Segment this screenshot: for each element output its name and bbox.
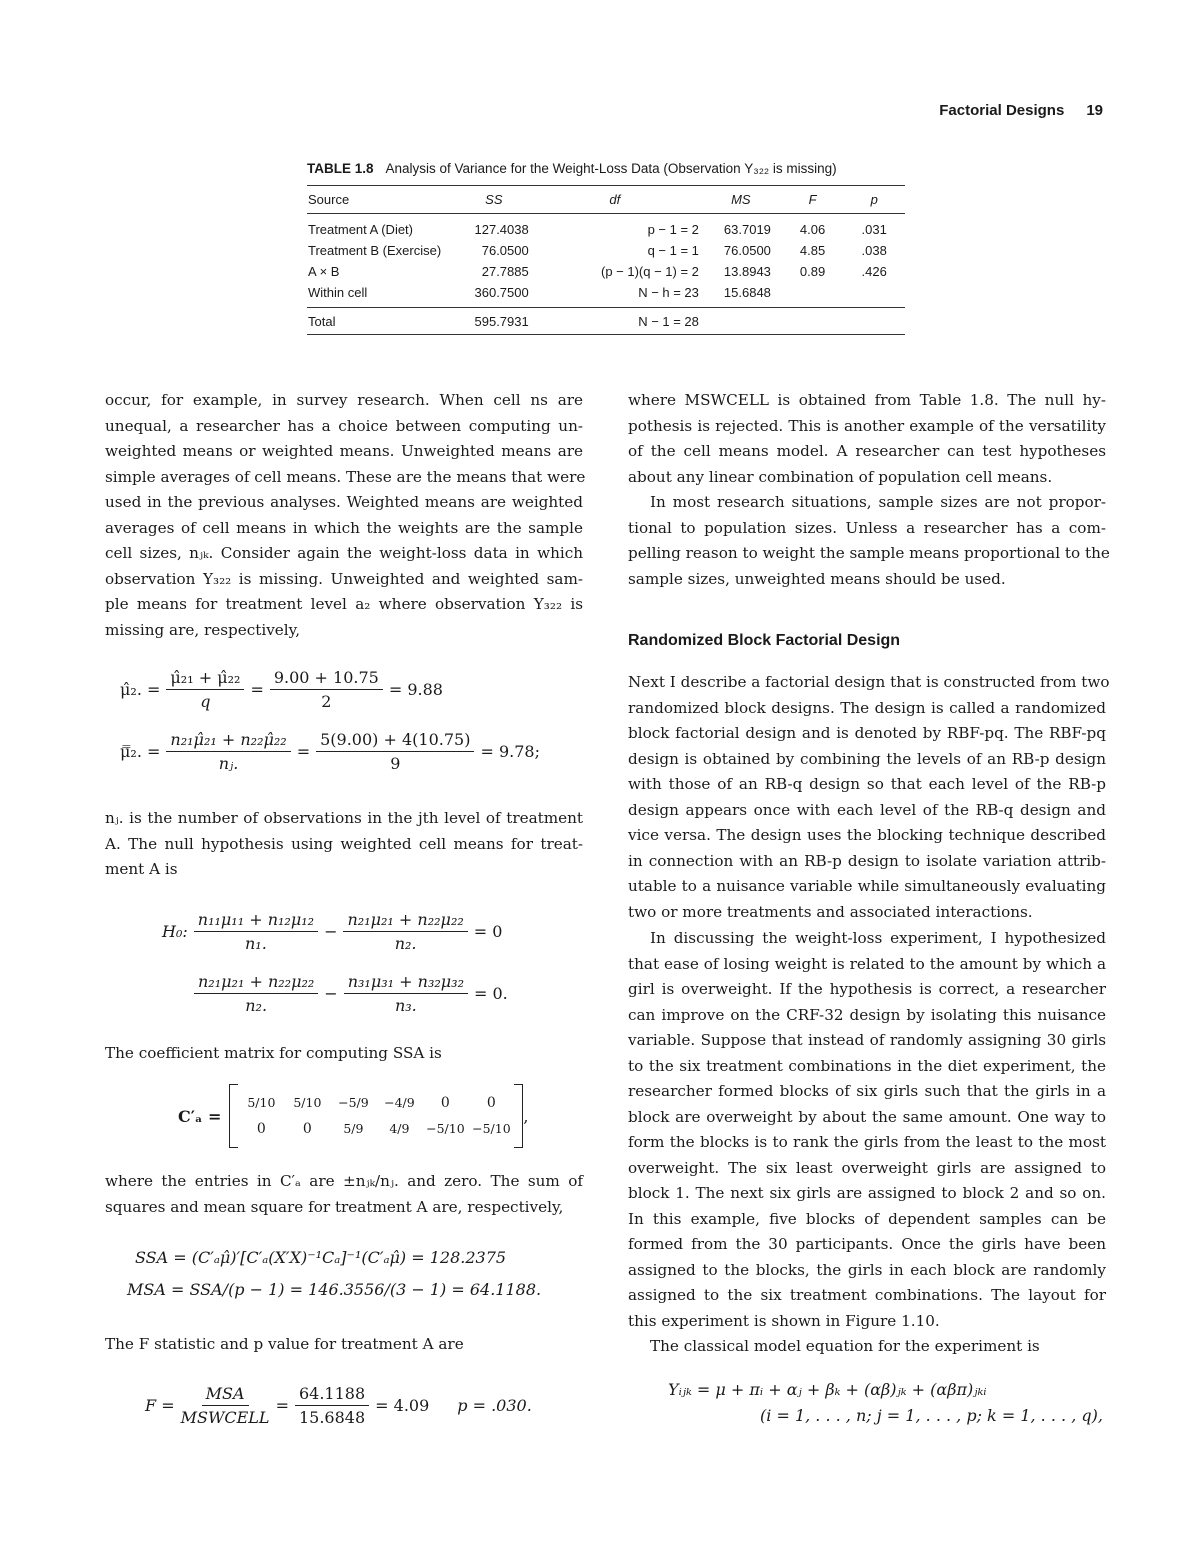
left-para-1 <box>105 388 586 643</box>
text-line: to the six treatment combinations in the diet experiment, the <box>628 1056 1106 1075</box>
eq-numerator: MSA <box>202 1384 249 1406</box>
table-total-row <box>307 308 905 335</box>
text-line: ment A is <box>105 860 178 878</box>
column-header: F <box>808 192 817 207</box>
text-line: The coefficient matrix for computing SSA is <box>105 1044 442 1062</box>
text-line: overweight. The six least overweight girls are assigned to <box>628 1158 1106 1177</box>
column-header: p <box>870 192 878 207</box>
eq-denominator: n₃. <box>394 996 417 1015</box>
eq-denominator: MSWCELL <box>180 1408 270 1427</box>
table-cell: N − h = 23 <box>638 285 699 300</box>
table-row <box>307 214 905 241</box>
left-para-4 <box>105 1169 583 1220</box>
eq-numerator: n₂₁μ₂₁ + n₂₂μ₂₂ <box>194 972 318 994</box>
table-cell: .426 <box>861 264 887 279</box>
text-line: observation Y₃₂₂ is missing. Unweighted and weighted sam- <box>105 569 583 588</box>
table-cell: N − 1 = 28 <box>638 313 699 329</box>
model-equation: Yᵢⱼₖ = μ + πᵢ + αⱼ + βₖ + (αβ)ⱼₖ + (αβπ)ⱼₖᵢ <box>668 1380 987 1399</box>
text-line: randomized block designs. The design is called a randomized <box>628 698 1106 717</box>
matrix-grid <box>238 1095 514 1137</box>
matrix-entry: 0 <box>256 1121 266 1137</box>
text-line: utable to a nuisance variable while simultaneously evaluating <box>628 877 1106 895</box>
text-line: that ease of losing weight is related to the amount by which a <box>628 954 1106 973</box>
table-cell: 4.85 <box>799 243 826 258</box>
table-cell: 15.6848 <box>723 285 771 300</box>
table-caption <box>307 161 837 176</box>
text-line: design is obtained by combining the levels of an RB-p design <box>628 749 1106 768</box>
text-line: about any linear combination of population cell means. <box>628 467 1053 486</box>
table-cell: 360.7500 <box>474 285 529 300</box>
right-bracket <box>514 1084 523 1148</box>
table-cell: Within cell <box>308 285 368 300</box>
table-cell: Treatment A (Diet) <box>308 222 413 237</box>
text-line: The F statistic and p value for treatment A are <box>105 1335 464 1353</box>
table-label: TABLE 1.8 <box>307 161 374 176</box>
eq-numerator: 5(9.00) + 4(10.75) <box>316 730 474 752</box>
text-line: design appears once with each level of the RB-q design and <box>628 800 1106 819</box>
table-caption-text: Analysis of Variance for the Weight-Loss Data (Observation Y₃₂₂ is missing) <box>385 161 837 176</box>
right-para-2 <box>628 490 1110 592</box>
equation-null-hypothesis-2: $\frac{\text{n₂₁μ₂₁ + n₂₂μ₂₂}}{\text{n₂.}}$ − $\frac{\text{n₃₁μ₃₁ + n₃₂μ₃₂}}{\text{n₃.}}$ = 0. <box>188 972 508 1015</box>
model-equation-indices: (i = 1, . . . , n; j = 1, . . . , p; k = 1, . . . , q), <box>760 1406 1103 1425</box>
table-row <box>307 282 905 308</box>
text-line: In most research situations, sample sizes are not propor- <box>650 493 1106 511</box>
text-line: pothesis is rejected. This is another example of the versatility <box>628 416 1106 435</box>
table-cell: 127.4038 <box>474 222 529 237</box>
text-line: ple means for treatment level a₂ where observation Y₃₂₂ is <box>105 595 583 613</box>
table-cell: 76.0500 <box>723 243 771 258</box>
eq-result: = 4.09 <box>375 1396 430 1415</box>
column-header: MS <box>731 192 751 207</box>
eq-denominator: 2 <box>321 692 332 711</box>
text-line: two or more treatments and associated interactions. <box>628 902 1033 921</box>
header-title: Factorial Designs <box>939 102 1065 119</box>
matrix-entry: −5/9 <box>338 1095 369 1110</box>
eq-denominator: 15.6848 <box>298 1408 366 1427</box>
eq-numerator: n₃₁μ₃₁ + n₃₂μ₃₂ <box>344 972 468 994</box>
page-number: 19 <box>1086 102 1103 119</box>
text-line: block factorial design and is denoted by RBF-pq. The RBF-pq <box>628 724 1106 742</box>
text-line: averages of cell means in which the weights are the sample <box>105 518 583 537</box>
table-cell: .031 <box>861 222 887 237</box>
matrix-entry: −5/10 <box>426 1121 465 1136</box>
text-line: assigned to the six treatment combinations. The layout for <box>628 1286 1106 1304</box>
matrix-entry: 0 <box>486 1095 496 1111</box>
text-line: used in the previous analyses. Weighted means are weighted <box>105 493 583 511</box>
text-line: A. The null hypothesis using weighted cell means for treat- <box>105 834 583 853</box>
text-line: Next I describe a factorial design that is constructed from two <box>628 673 1110 691</box>
text-line: where MSWCELL is obtained from Table 1.8. The null hy- <box>628 391 1106 409</box>
text-line: where the entries in C′ₐ are ±nⱼₖ/nⱼ. and zero. The sum of <box>105 1172 583 1190</box>
table-cell: Treatment B (Exercise) <box>308 243 442 258</box>
table-cell: (p − 1)(q − 1) = 2 <box>600 264 699 279</box>
text-line: girl is overweight. If the hypothesis is correct, a researcher <box>628 980 1106 998</box>
table-cell: 595.7931 <box>474 313 529 329</box>
text-line: nⱼ. is the number of observations in the jth level of treatment <box>105 809 583 827</box>
eq-denominator: n₁. <box>245 934 267 953</box>
eq-result: = 0 <box>473 922 503 941</box>
text-line: missing are, respectively, <box>105 620 301 639</box>
right-para-5 <box>628 1334 1106 1360</box>
column-header: Source <box>308 192 350 207</box>
table-row <box>307 240 905 261</box>
text-line: block 1. The next six girls are assigned to block 2 and so on. <box>628 1184 1106 1202</box>
matrix-entry: 5/10 <box>247 1095 276 1110</box>
text-line: formed from the 30 participants. Once the girls have been <box>628 1235 1106 1253</box>
eq-lhs: μ̂₂. <box>120 680 142 699</box>
text-line: sample sizes, unweighted means should be used. <box>628 569 1006 588</box>
matrix-entry: 0 <box>440 1095 450 1111</box>
text-line: In this example, five blocks of dependent samples can be <box>628 1209 1106 1228</box>
text-line: simple averages of cell means. These are the means that were <box>105 467 586 486</box>
table-cell <box>782 282 844 308</box>
matrix-entry: 4/9 <box>389 1121 410 1136</box>
table-cell: 76.0500 <box>481 243 529 258</box>
eq-numerator: μ̂₂₁ + μ̂₂₂ <box>166 668 244 690</box>
table-cell: 0.89 <box>799 264 826 279</box>
table-header-row <box>307 186 905 214</box>
text-line: this experiment is shown in Figure 1.10. <box>628 1311 940 1330</box>
left-para-5 <box>105 1332 583 1358</box>
eq-denominator: 9 <box>390 754 401 773</box>
matrix-entry: 5/10 <box>293 1095 322 1110</box>
table-row <box>307 261 905 282</box>
matrix-entry: 5/9 <box>343 1121 364 1136</box>
left-bracket <box>229 1084 238 1148</box>
text-line: The classical model equation for the experiment is <box>650 1337 1040 1355</box>
eq-lhs: F = <box>145 1396 175 1415</box>
eq-numerator: 64.1188 <box>295 1384 369 1406</box>
running-header <box>917 102 1103 119</box>
eq-denominator: nⱼ. <box>218 754 239 773</box>
equation-null-hypothesis-1: H₀: $\frac{\text{n₁₁μ₁₁ + n₁₂μ₁₂}}{\text{n₁.}}$ − $\frac{\text{n₂₁μ₂₁ + n₂₂μ₂₂}}{\text{n₂.}}$ = 0 <box>162 910 503 953</box>
text-line: vice versa. The design uses the blocking technique described <box>628 826 1106 844</box>
table-cell <box>700 308 782 335</box>
table-cell <box>843 282 905 308</box>
table-cell: .038 <box>861 243 887 258</box>
table-cell <box>782 308 844 335</box>
text-line: pelling reason to weight the sample means proportional to the <box>628 544 1110 562</box>
text-line: variable. Suppose that instead of randomly assigning 30 girls <box>628 1031 1106 1049</box>
text-line: cell sizes, nⱼₖ. Consider again the weight-loss data in which <box>105 544 583 562</box>
table-cell: 4.06 <box>799 222 826 237</box>
eq-denominator: n₂. <box>245 996 268 1015</box>
text-line: block are overweight by about the same amount. One way to <box>628 1107 1106 1126</box>
eq-numerator: n₂₁μ₂₁ + n₂₂μ₂₂ <box>343 910 467 932</box>
text-line: assigned to the blocks, the girls in each block are randomly <box>628 1260 1106 1279</box>
matrix-entry: 0 <box>302 1121 312 1137</box>
text-line: occur, for example, in survey research. When cell ns are <box>105 391 583 409</box>
equation-msa: MSA = SSA/(p − 1) = 146.3556/(3 − 1) = 64.1188. <box>127 1280 542 1299</box>
eq-numerator: 9.00 + 10.75 <box>270 668 383 690</box>
table-cell: p − 1 = 2 <box>647 222 699 237</box>
text-line: with those of an RB-q design so that each level of the RB-p <box>628 775 1106 793</box>
table-cell: 63.7019 <box>723 222 771 237</box>
eq-p-value: p = .030. <box>457 1396 532 1415</box>
left-para-3 <box>105 1041 583 1067</box>
text-line: tional to population sizes. Unless a researcher has a com- <box>628 518 1106 537</box>
eq-result: = 9.78; <box>480 742 540 761</box>
matrix-entry: −5/10 <box>472 1121 511 1136</box>
left-para-2 <box>105 806 583 883</box>
anova-table <box>307 185 905 335</box>
eq-result: = 9.88 <box>388 680 443 699</box>
table-cell: 13.8943 <box>723 264 771 279</box>
matrix-tail: , <box>523 1106 529 1126</box>
table-cell: q − 1 = 1 <box>647 243 699 258</box>
right-para-4 <box>628 926 1106 1334</box>
table-cell: 27.7885 <box>481 264 529 279</box>
h0-label: H₀: <box>162 922 188 941</box>
eq-result: = 0. <box>474 984 508 1003</box>
matrix-entry: −4/9 <box>384 1095 415 1110</box>
text-line: unequal, a researcher has a choice between computing un- <box>105 416 583 435</box>
table-cell: A × B <box>308 264 340 279</box>
text-line: can improve on the CRF-32 design by isolating this nuisance <box>628 1005 1106 1024</box>
right-para-3 <box>628 670 1110 925</box>
table-cell: Total <box>308 313 336 329</box>
matrix-lhs: C′ₐ = <box>178 1106 222 1126</box>
column-header: SS <box>485 192 503 207</box>
text-line: In discussing the weight-loss experiment, I hypothesized <box>650 929 1106 947</box>
section-heading: Randomized Block Factorial Design <box>628 632 901 649</box>
equation-f-statistic: F = $\frac{\text{MSA}}{\text{MSWCELL}}$ = $\frac{64.1188}{15.6848}$ = 4.09 p = .030. <box>145 1384 532 1427</box>
text-line: researcher formed blocks of six girls such that the girls in a <box>628 1082 1106 1100</box>
text-line: squares and mean square for treatment A are, respectively, <box>105 1197 564 1216</box>
text-line: of the cell means model. A researcher can test hypotheses <box>628 442 1106 460</box>
table-cell <box>843 308 905 335</box>
right-para-1 <box>628 388 1106 490</box>
eq-numerator: n₂₁μ̂₂₁ + n₂₂μ̂₂₂ <box>166 730 290 752</box>
eq-denominator: n₂. <box>394 934 417 953</box>
text-line: weighted means or weighted means. Unweighted means are <box>105 442 583 460</box>
eq-numerator: n₁₁μ₁₁ + n₁₂μ₁₂ <box>194 910 318 932</box>
text-line: in connection with an RB-p design to isolate variation attrib- <box>628 851 1106 870</box>
equation-unweighted-mean: μ̂₂. = $\frac{\text{μ̂₂₁ + μ̂₂₂}}{q}$ = $\frac{9.00 + 10.75}{2}$ = 9.88 <box>120 668 443 711</box>
coefficient-matrix <box>178 1084 528 1148</box>
eq-denominator: q <box>200 692 211 711</box>
text-line: form the blocks is to rank the girls from the least to the most <box>628 1133 1106 1151</box>
equation-weighted-mean: μ̿₂. = $\frac{\text{n₂₁μ̂₂₁ + n₂₂μ̂₂₂}}{\text{nⱼ.}}$ = $\frac{5(9.00) + 4(10.75)}{9}$ = 9.78; <box>120 730 540 773</box>
eq-lhs: μ̿₂. <box>120 742 142 761</box>
equation-ssa: SSA = (C′ₐμ̂)′[C′ₐ(X′X)⁻¹Cₐ]⁻¹(C′ₐμ̂) = 128.2375 <box>135 1248 507 1267</box>
column-header: df <box>609 192 621 207</box>
